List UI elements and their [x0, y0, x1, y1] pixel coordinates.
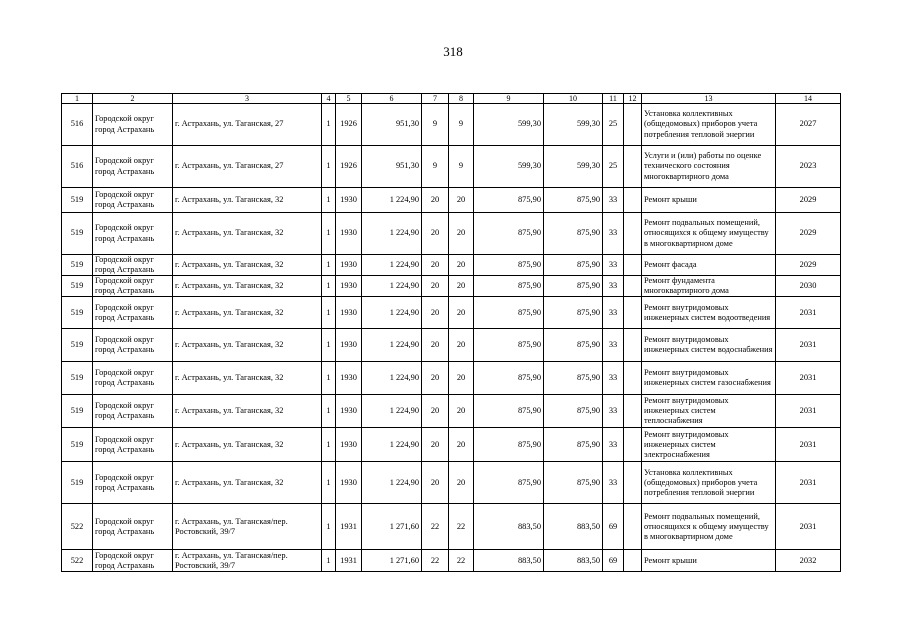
cell-year: 1926 — [336, 146, 362, 188]
column-header-9: 9 — [474, 94, 544, 104]
cell-work-type: Ремонт внутридомовых инженерных систем электроснабжения — [642, 428, 776, 462]
cell-col-11: 33 — [603, 395, 624, 428]
cell-col-4: 1 — [322, 550, 336, 572]
cell-area-total: 1 224,90 — [362, 276, 422, 297]
cell-area-owned: 875,90 — [544, 329, 603, 362]
cell-municipality: Городской округ город Астрахань — [93, 276, 173, 297]
cell-col-7: 20 — [422, 428, 449, 462]
cell-col-12 — [624, 276, 642, 297]
cell-col-8: 22 — [449, 504, 474, 550]
cell-planned-year: 2031 — [776, 297, 841, 329]
cell-year: 1930 — [336, 276, 362, 297]
table-row — [62, 276, 841, 297]
table-row — [62, 255, 841, 276]
cell-area-total: 1 224,90 — [362, 329, 422, 362]
cell-col-12 — [624, 428, 642, 462]
table-row — [62, 297, 841, 329]
cell-area-owned: 875,90 — [544, 255, 603, 276]
cell-planned-year: 2029 — [776, 213, 841, 255]
cell-row-number: 519 — [62, 428, 93, 462]
column-header-13: 13 — [642, 94, 776, 104]
cell-address: г. Астрахань, ул. Таганская, 32 — [173, 297, 322, 329]
cell-row-number: 516 — [62, 146, 93, 188]
cell-work-type: Услуги и (или) работы по оценке технического состояния многоквартирного дома — [642, 146, 776, 188]
cell-area-owned: 875,90 — [544, 276, 603, 297]
cell-col-11: 25 — [603, 104, 624, 146]
table-body — [62, 104, 841, 572]
cell-work-type: Ремонт крыши — [642, 188, 776, 213]
cell-work-type: Ремонт внутридомовых инженерных систем водоотведения — [642, 297, 776, 329]
cell-address: г. Астрахань, ул. Таганская, 32 — [173, 213, 322, 255]
cell-year: 1930 — [336, 462, 362, 504]
cell-area-total: 1 224,90 — [362, 362, 422, 395]
cell-row-number: 522 — [62, 550, 93, 572]
cell-col-11: 33 — [603, 276, 624, 297]
table-row — [62, 395, 841, 428]
cell-area-living: 875,90 — [474, 276, 544, 297]
cell-col-8: 20 — [449, 276, 474, 297]
cell-work-type: Установка коллективных (общедомовых) приборов учета потребления тепловой энергии — [642, 462, 776, 504]
column-header-11: 11 — [603, 94, 624, 104]
cell-col-12 — [624, 504, 642, 550]
cell-municipality: Городской округ город Астрахань — [93, 146, 173, 188]
cell-area-total: 1 224,90 — [362, 462, 422, 504]
cell-col-11: 33 — [603, 188, 624, 213]
cell-col-4: 1 — [322, 329, 336, 362]
cell-address: г. Астрахань, ул. Таганская, 32 — [173, 362, 322, 395]
table-row — [62, 188, 841, 213]
cell-col-7: 20 — [422, 188, 449, 213]
cell-area-living: 875,90 — [474, 297, 544, 329]
cell-col-8: 20 — [449, 213, 474, 255]
column-header-6: 6 — [362, 94, 422, 104]
cell-col-4: 1 — [322, 213, 336, 255]
column-header-2: 2 — [93, 94, 173, 104]
cell-col-4: 1 — [322, 276, 336, 297]
cell-area-living: 875,90 — [474, 428, 544, 462]
table-row — [62, 329, 841, 362]
cell-row-number: 522 — [62, 504, 93, 550]
cell-col-11: 33 — [603, 362, 624, 395]
cell-col-7: 22 — [422, 504, 449, 550]
cell-area-owned: 883,50 — [544, 550, 603, 572]
table-row — [62, 213, 841, 255]
cell-area-living: 875,90 — [474, 329, 544, 362]
cell-row-number: 519 — [62, 188, 93, 213]
cell-municipality: Городской округ город Астрахань — [93, 255, 173, 276]
cell-work-type: Ремонт фундамента многоквартирного дома — [642, 276, 776, 297]
table-row — [62, 428, 841, 462]
header-row — [62, 94, 841, 104]
cell-municipality: Городской округ город Астрахань — [93, 188, 173, 213]
cell-col-12 — [624, 297, 642, 329]
cell-planned-year: 2029 — [776, 188, 841, 213]
cell-year: 1930 — [336, 395, 362, 428]
cell-year: 1930 — [336, 428, 362, 462]
cell-col-7: 20 — [422, 395, 449, 428]
cell-planned-year: 2031 — [776, 329, 841, 362]
table-row — [62, 362, 841, 395]
cell-col-7: 20 — [422, 362, 449, 395]
cell-col-4: 1 — [322, 104, 336, 146]
cell-area-total: 1 224,90 — [362, 395, 422, 428]
cell-municipality: Городской округ город Астрахань — [93, 462, 173, 504]
cell-col-11: 33 — [603, 428, 624, 462]
cell-col-4: 1 — [322, 504, 336, 550]
cell-planned-year: 2031 — [776, 395, 841, 428]
cell-col-12 — [624, 188, 642, 213]
cell-year: 1930 — [336, 213, 362, 255]
cell-planned-year: 2023 — [776, 146, 841, 188]
cell-col-4: 1 — [322, 255, 336, 276]
cell-address: г. Астрахань, ул. Таганская, 27 — [173, 104, 322, 146]
cell-year: 1930 — [336, 362, 362, 395]
column-header-12: 12 — [624, 94, 642, 104]
cell-area-owned: 875,90 — [544, 462, 603, 504]
column-header-1: 1 — [62, 94, 93, 104]
cell-area-total: 1 271,60 — [362, 504, 422, 550]
cell-planned-year: 2031 — [776, 504, 841, 550]
cell-area-owned: 875,90 — [544, 213, 603, 255]
cell-col-11: 69 — [603, 550, 624, 572]
cell-col-8: 20 — [449, 297, 474, 329]
cell-col-11: 33 — [603, 462, 624, 504]
cell-col-7: 9 — [422, 146, 449, 188]
cell-col-7: 20 — [422, 297, 449, 329]
column-header-8: 8 — [449, 94, 474, 104]
cell-address: г. Астрахань, ул. Таганская, 32 — [173, 276, 322, 297]
cell-col-8: 20 — [449, 362, 474, 395]
cell-area-owned: 883,50 — [544, 504, 603, 550]
cell-col-4: 1 — [322, 395, 336, 428]
cell-year: 1931 — [336, 504, 362, 550]
cell-col-12 — [624, 362, 642, 395]
cell-year: 1930 — [336, 297, 362, 329]
column-header-10: 10 — [544, 94, 603, 104]
cell-col-4: 1 — [322, 146, 336, 188]
cell-area-total: 1 271,60 — [362, 550, 422, 572]
cell-year: 1930 — [336, 329, 362, 362]
column-header-5: 5 — [336, 94, 362, 104]
cell-municipality: Городской округ город Астрахань — [93, 362, 173, 395]
cell-area-total: 951,30 — [362, 146, 422, 188]
cell-col-11: 33 — [603, 213, 624, 255]
cell-row-number: 519 — [62, 297, 93, 329]
cell-work-type: Ремонт подвальных помещений, относящихся к общему имуществу в многоквартирном доме — [642, 504, 776, 550]
cell-col-12 — [624, 255, 642, 276]
cell-col-11: 33 — [603, 297, 624, 329]
column-header-4: 4 — [322, 94, 336, 104]
cell-col-7: 9 — [422, 104, 449, 146]
cell-address: г. Астрахань, ул. Таганская/пер. Ростовский, 39/7 — [173, 504, 322, 550]
table-row — [62, 462, 841, 504]
cell-col-12 — [624, 395, 642, 428]
cell-area-living: 875,90 — [474, 395, 544, 428]
cell-area-total: 1 224,90 — [362, 255, 422, 276]
table-row — [62, 504, 841, 550]
cell-col-8: 20 — [449, 255, 474, 276]
cell-col-8: 20 — [449, 188, 474, 213]
cell-col-8: 9 — [449, 104, 474, 146]
cell-col-8: 9 — [449, 146, 474, 188]
registry-table — [61, 93, 841, 572]
table-row — [62, 146, 841, 188]
cell-area-total: 951,30 — [362, 104, 422, 146]
cell-row-number: 519 — [62, 462, 93, 504]
cell-municipality: Городской округ город Астрахань — [93, 395, 173, 428]
cell-col-11: 33 — [603, 329, 624, 362]
cell-row-number: 519 — [62, 213, 93, 255]
cell-col-4: 1 — [322, 362, 336, 395]
cell-row-number: 519 — [62, 255, 93, 276]
cell-work-type: Установка коллективных (общедомовых) приборов учета потребления тепловой энергии — [642, 104, 776, 146]
cell-area-living: 883,50 — [474, 504, 544, 550]
cell-year: 1930 — [336, 188, 362, 213]
cell-col-8: 20 — [449, 428, 474, 462]
cell-col-4: 1 — [322, 462, 336, 504]
cell-work-type: Ремонт крыши — [642, 550, 776, 572]
cell-col-4: 1 — [322, 188, 336, 213]
cell-address: г. Астрахань, ул. Таганская, 32 — [173, 255, 322, 276]
cell-planned-year: 2031 — [776, 428, 841, 462]
cell-col-4: 1 — [322, 428, 336, 462]
table-row — [62, 550, 841, 572]
cell-area-living: 599,30 — [474, 146, 544, 188]
cell-area-total: 1 224,90 — [362, 297, 422, 329]
cell-row-number: 519 — [62, 329, 93, 362]
cell-area-total: 1 224,90 — [362, 213, 422, 255]
cell-area-owned: 875,90 — [544, 362, 603, 395]
cell-address: г. Астрахань, ул. Таганская, 27 — [173, 146, 322, 188]
cell-col-8: 20 — [449, 462, 474, 504]
cell-planned-year: 2027 — [776, 104, 841, 146]
cell-col-8: 20 — [449, 395, 474, 428]
cell-col-7: 22 — [422, 550, 449, 572]
cell-area-living: 883,50 — [474, 550, 544, 572]
cell-municipality: Городской округ город Астрахань — [93, 428, 173, 462]
cell-municipality: Городской округ город Астрахань — [93, 550, 173, 572]
cell-area-owned: 599,30 — [544, 146, 603, 188]
column-header-3: 3 — [173, 94, 322, 104]
cell-work-type: Ремонт внутридомовых инженерных систем газоснабжения — [642, 362, 776, 395]
cell-area-living: 875,90 — [474, 188, 544, 213]
cell-row-number: 519 — [62, 276, 93, 297]
cell-col-11: 33 — [603, 255, 624, 276]
cell-year: 1930 — [336, 255, 362, 276]
cell-municipality: Городской округ город Астрахань — [93, 329, 173, 362]
cell-col-11: 25 — [603, 146, 624, 188]
cell-row-number: 516 — [62, 104, 93, 146]
column-header-7: 7 — [422, 94, 449, 104]
cell-address: г. Астрахань, ул. Таганская, 32 — [173, 188, 322, 213]
cell-planned-year: 2032 — [776, 550, 841, 572]
cell-work-type: Ремонт внутридомовых инженерных систем водоснабжения — [642, 329, 776, 362]
cell-planned-year: 2031 — [776, 462, 841, 504]
cell-year: 1931 — [336, 550, 362, 572]
cell-address: г. Астрахань, ул. Таганская, 32 — [173, 428, 322, 462]
cell-area-living: 599,30 — [474, 104, 544, 146]
cell-area-owned: 875,90 — [544, 395, 603, 428]
cell-col-7: 20 — [422, 329, 449, 362]
cell-area-owned: 875,90 — [544, 297, 603, 329]
cell-municipality: Городской округ город Астрахань — [93, 104, 173, 146]
cell-address: г. Астрахань, ул. Таганская, 32 — [173, 462, 322, 504]
cell-area-living: 875,90 — [474, 213, 544, 255]
cell-area-owned: 599,30 — [544, 104, 603, 146]
cell-municipality: Городской округ город Астрахань — [93, 504, 173, 550]
cell-area-total: 1 224,90 — [362, 188, 422, 213]
cell-col-12 — [624, 329, 642, 362]
cell-col-12 — [624, 462, 642, 504]
cell-col-8: 22 — [449, 550, 474, 572]
cell-area-living: 875,90 — [474, 255, 544, 276]
cell-col-7: 20 — [422, 213, 449, 255]
cell-work-type: Ремонт подвальных помещений, относящихся к общему имуществу в многоквартирном доме — [642, 213, 776, 255]
cell-col-4: 1 — [322, 297, 336, 329]
cell-planned-year: 2029 — [776, 255, 841, 276]
cell-planned-year: 2031 — [776, 362, 841, 395]
cell-col-12 — [624, 104, 642, 146]
cell-col-12 — [624, 146, 642, 188]
cell-planned-year: 2030 — [776, 276, 841, 297]
cell-row-number: 519 — [62, 395, 93, 428]
cell-area-living: 875,90 — [474, 362, 544, 395]
cell-address: г. Астрахань, ул. Таганская, 32 — [173, 329, 322, 362]
cell-municipality: Городской округ город Астрахань — [93, 297, 173, 329]
cell-col-12 — [624, 550, 642, 572]
cell-address: г. Астрахань, ул. Таганская, 32 — [173, 395, 322, 428]
cell-municipality: Городской округ город Астрахань — [93, 213, 173, 255]
cell-area-living: 875,90 — [474, 462, 544, 504]
cell-col-11: 69 — [603, 504, 624, 550]
cell-work-type: Ремонт фасада — [642, 255, 776, 276]
column-header-14: 14 — [776, 94, 841, 104]
cell-col-8: 20 — [449, 329, 474, 362]
cell-area-total: 1 224,90 — [362, 428, 422, 462]
cell-year: 1926 — [336, 104, 362, 146]
cell-col-12 — [624, 213, 642, 255]
page-number: 318 — [443, 44, 463, 59]
cell-row-number: 519 — [62, 362, 93, 395]
cell-area-owned: 875,90 — [544, 188, 603, 213]
cell-address: г. Астрахань, ул. Таганская/пер. Ростовский, 39/7 — [173, 550, 322, 572]
cell-col-7: 20 — [422, 462, 449, 504]
table-row — [62, 104, 841, 146]
cell-work-type: Ремонт внутридомовых инженерных систем теплоснабжения — [642, 395, 776, 428]
cell-col-7: 20 — [422, 255, 449, 276]
cell-area-owned: 875,90 — [544, 428, 603, 462]
cell-col-7: 20 — [422, 276, 449, 297]
